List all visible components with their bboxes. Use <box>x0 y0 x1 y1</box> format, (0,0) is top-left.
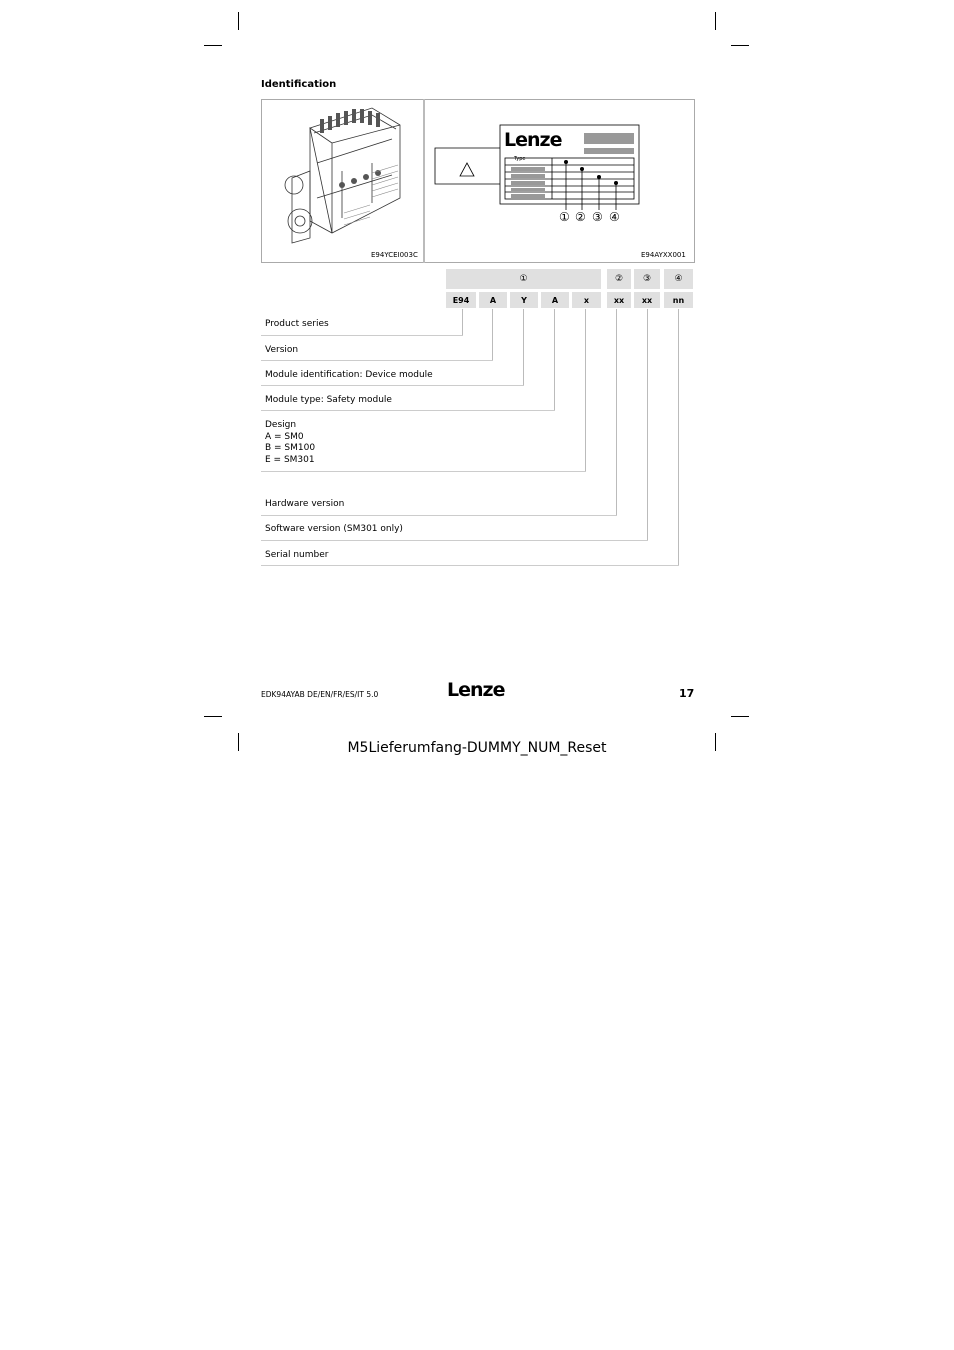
row-label-design: Design <box>265 420 297 430</box>
footer-logo: Lenze <box>447 679 505 701</box>
nameplate-type-label: Type <box>514 156 526 162</box>
leader-line <box>585 309 586 471</box>
row-label-module-type: Module type: Safety module <box>265 395 392 405</box>
row-label-serial-number: Serial number <box>265 550 329 560</box>
leader-line <box>678 309 679 565</box>
crop-mark <box>204 716 222 717</box>
crop-mark <box>715 12 716 30</box>
page-number: 17 <box>679 687 695 700</box>
figure-divider <box>423 99 425 263</box>
row-label-design-b: B = SM100 <box>265 443 316 453</box>
row-divider <box>261 385 524 386</box>
crop-mark <box>238 12 239 30</box>
row-label-version: Version <box>265 345 299 355</box>
group-header-2: ② <box>607 269 631 289</box>
code-cell: Y <box>510 292 538 308</box>
figure-caption-left: E94YCEI003C <box>371 251 418 259</box>
footer-doc-id: EDK94AYAB DE/EN/FR/ES/IT 5.0 <box>261 690 379 699</box>
nameplate-logo: Lenze <box>504 129 562 151</box>
code-cell: nn <box>664 292 693 308</box>
row-divider <box>261 410 555 411</box>
crop-mark <box>731 716 749 717</box>
leader-line <box>523 309 524 385</box>
group-header-1: ① <box>446 269 601 289</box>
group-header-4: ④ <box>664 269 693 289</box>
code-cell: xx <box>634 292 660 308</box>
row-divider <box>261 335 463 336</box>
callout-2: ② <box>575 210 586 224</box>
code-cell: xx <box>607 292 631 308</box>
callout-1: ① <box>559 210 570 224</box>
row-label-design-a: A = SM0 <box>265 432 304 442</box>
row-label-software-version: Software version (SM301 only) <box>265 524 403 534</box>
bottom-text: M5Lieferumfang-DUMMY_NUM_Reset <box>347 740 607 756</box>
row-label-hardware-version: Hardware version <box>265 499 345 509</box>
leader-line <box>462 309 463 335</box>
code-cell: E94 <box>446 292 476 308</box>
row-divider <box>261 565 679 566</box>
crop-mark <box>204 45 222 46</box>
code-cell: A <box>541 292 569 308</box>
crop-mark <box>731 45 749 46</box>
row-label-design-e: E = SM301 <box>265 455 315 465</box>
section-heading: Identification <box>261 79 337 90</box>
figure-caption-right: E94AYXX001 <box>641 251 686 259</box>
code-cell: A <box>479 292 507 308</box>
callout-3: ③ <box>592 210 603 224</box>
device-module-drawing <box>272 103 402 245</box>
leader-line <box>616 309 617 515</box>
leader-line <box>492 309 493 360</box>
row-label-module-identification: Module identification: Device module <box>265 370 433 380</box>
row-divider <box>261 540 648 541</box>
row-divider <box>261 360 493 361</box>
row-divider <box>261 515 617 516</box>
row-label-product-series: Product series <box>265 319 329 329</box>
callout-4: ④ <box>609 210 620 224</box>
group-header-3: ③ <box>634 269 660 289</box>
code-cell: x <box>572 292 601 308</box>
leader-line <box>554 309 555 410</box>
leader-line <box>647 309 648 540</box>
row-divider <box>261 471 586 472</box>
